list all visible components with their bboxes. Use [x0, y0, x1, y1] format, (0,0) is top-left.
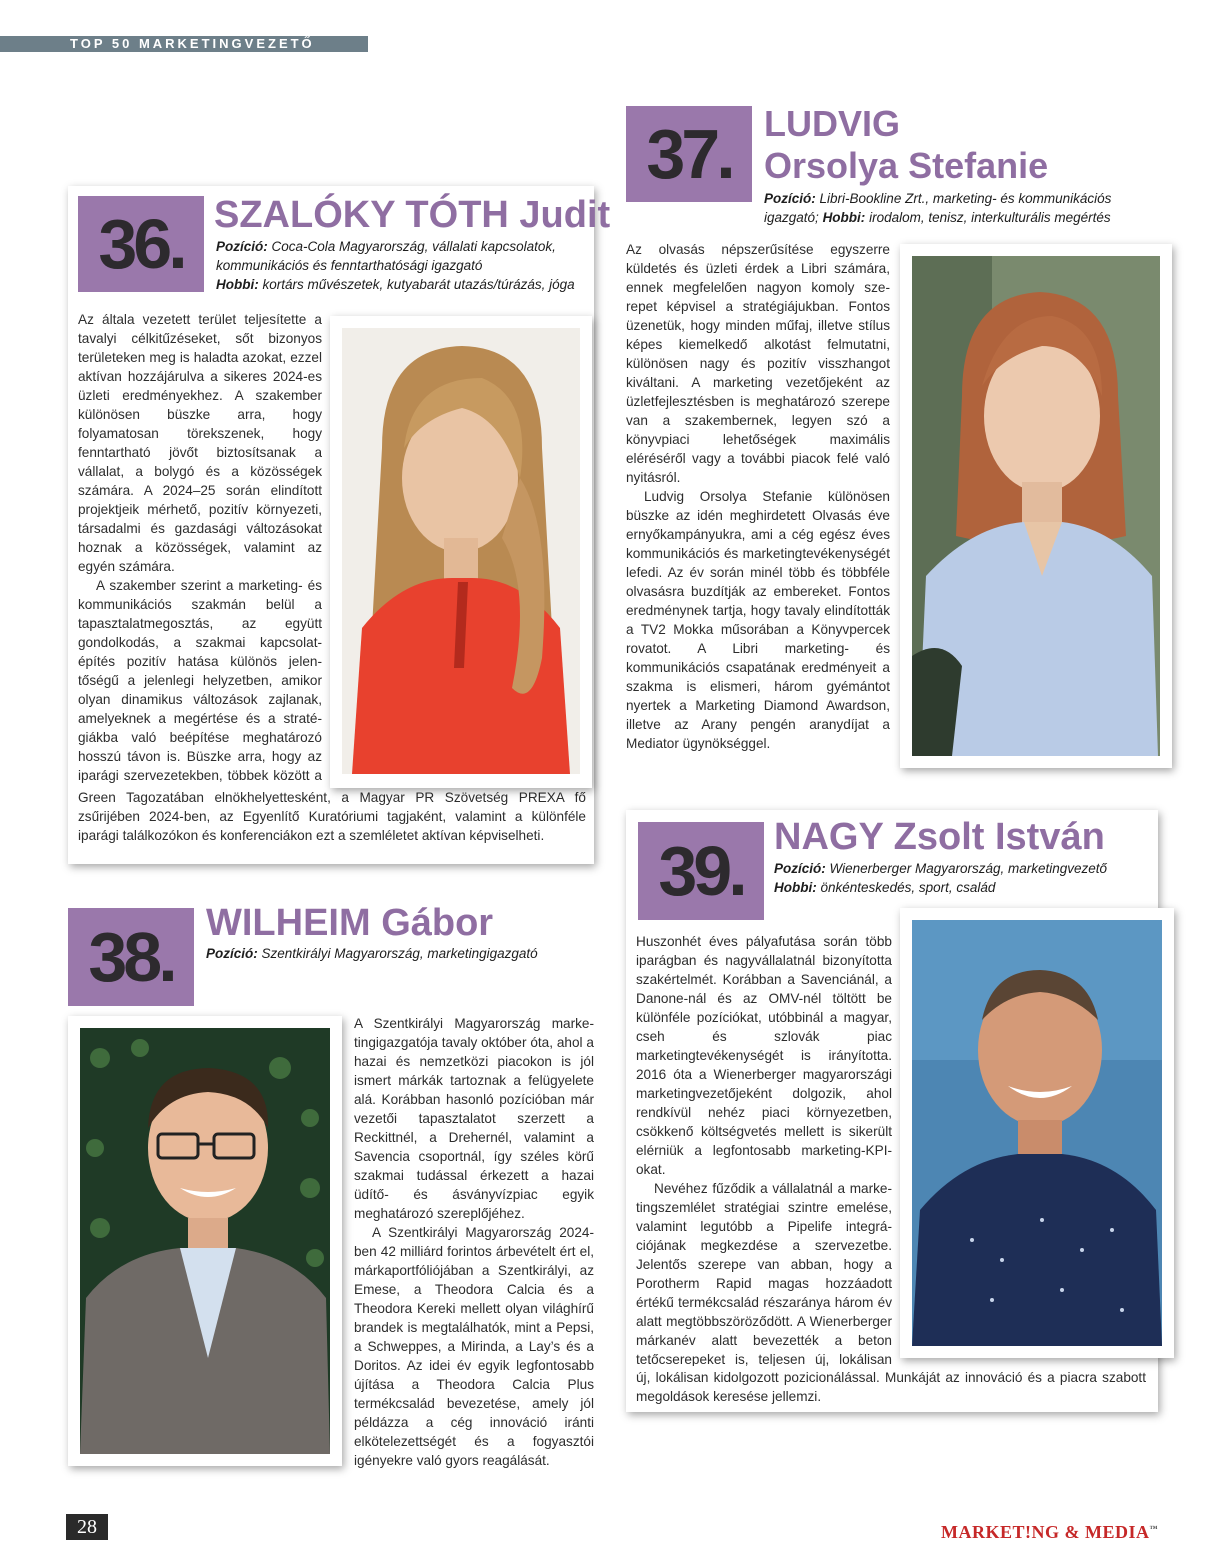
paragraph: A Szentkirályi Magyarország marketingigazgatója tavaly október óta, ahol a hazai és nemzetközi piacokon is jól ismert márkák tartoznak a felügyelete alá. Korábban hasonló pozícióban már vezetői tapasztalatot szerzett a Reckittnél, a Drehernél, valamint a Savencia csoportnál, így széles körű szakmai tudással érkezett a hazai üdítő- és ásványvízpiac egyik meghatározó szereplőjéhez. — [354, 1016, 594, 1221]
rank-number: 38. — [88, 918, 174, 996]
paragraph: Ludvig Orsolya Stefanie különösen büszke az idén meghirdetett Olvasás éve ernyőkampányukra, ami a cég egész éves kommunikációs és marketingtevékenységét lefedi. Az év során minél több és többféle olvasásra buzdítják az embereket. Fontos eredménynek tartja, hogy tavaly elindították a TV2 Mokka műsorában a Könyvpercek rovatot. A Libri marketing- és kommunikációs csapatának eredményeit a szakma is elismeri, három gyémántot nyertek a Marketing Diamond Awardson, illetve az Arany pengén aranydíjat a Mediator ügynökséggel. — [626, 489, 890, 751]
paragraph: A szakember szerint a marketing- és kommunikációs szakmán belül a tapasztalatmegosztás, az együtt gondolkodás, a szakmai kapcsolatépítés pozitív hatása különös jelentőségű a jelenlegi helyzetben, amikor olyan dinamikus változások zajlanak, amelyeknek a megértése és a stratégiákba való beépítése meghatározó hosszú távon is. Büszke arra, hogy az iparági szervezetekben, többek között a — [78, 578, 322, 783]
portrait-woman-blue-shirt — [912, 256, 1160, 756]
hobby-label: Hobbi: — [822, 210, 866, 225]
portrait-man-smiling — [912, 920, 1162, 1346]
page-number: 28 — [66, 1514, 108, 1540]
position-text: Szentkirályi Magyarország, marketingigazgató — [261, 946, 538, 961]
brand-name: MARKET!NG & MEDIA — [941, 1522, 1150, 1542]
hobby-label: Hobbi: — [774, 880, 817, 895]
portrait-man-glasses — [80, 1028, 330, 1454]
article-body-38 — [354, 1014, 594, 1474]
hobby-text: kortárs művészetek, kutyabarát utazás/túrázás, jóga — [262, 277, 575, 292]
portrait-photo-36 — [330, 316, 592, 788]
person-name: WILHEIM Gábor — [206, 902, 494, 944]
position-text-cont: igazgató; — [764, 210, 819, 225]
person-meta-38 — [206, 944, 538, 963]
position-text: Coca-Cola Magyarország, vállalati kapcsolatok, — [271, 239, 556, 254]
portrait-photo-39 — [900, 908, 1174, 1358]
rank-badge-36 — [78, 196, 204, 292]
section-header-band — [0, 36, 368, 52]
person-meta-39 — [774, 859, 1107, 897]
person-name: LUDVIG — [764, 103, 901, 144]
article-body-39-wide — [636, 1368, 1146, 1408]
rank-number: 39. — [658, 832, 744, 910]
paragraph: Nevéhez fűződik a vállalatnál a marketingszemlélet stratégiai szintre emelése, valamint legutóbb a Pipelife integrációjának megkezdése a szervezetbe. Jelentős szerepe van abban, hogy a Porotherm Rapid magas hozzáadott értékű termékcsalád részaránya három év alatt megtöbbszöröződött. A Wienerberger márkanév alatt bevezették a beton tetőcserepeket is, teljesen új, lokálisan — [636, 1181, 892, 1366]
hobby-text: irodalom, tenisz, interkulturális megértés — [869, 210, 1111, 225]
position-label: Pozíció: — [764, 191, 816, 206]
rank-number: 36. — [98, 205, 184, 283]
portrait-photo-38 — [68, 1016, 342, 1466]
position-text: Wienerberger Magyarország, marketingvezető — [829, 861, 1108, 876]
rank-badge-38 — [68, 908, 194, 1006]
person-meta-36 — [216, 237, 575, 294]
brand-logo — [941, 1522, 1158, 1543]
position-label: Pozíció: — [206, 946, 258, 961]
person-meta-37 — [764, 189, 1111, 227]
portrait-photo-37 — [900, 244, 1172, 768]
hobby-text: önkénteskedés, sport, család — [820, 880, 996, 895]
position-text-cont: kommunikációs és fenntarthatósági igazgató — [216, 258, 483, 273]
section-label: TOP 50 MARKETINGVEZETŐ — [70, 36, 315, 51]
rank-number: 37. — [646, 115, 732, 193]
paragraph: Huszonhét éves pályafutása során több iparágban és nagyvállalatnál bizonyította szakértelmét. Korábban a Savenciánál, a Danone-nál és az OMV-nél töltött be különféle pozíciókat, utóbbinál a magyar, cseh és szlovák piac marketingtevékenységét is irányította. 2016 óta a Wienerberger magyarországi marketingvezetőjeként dolgozik, ahol rendkívül nehéz piaci környezetben, csökkenő költségvetés mellett is sikerült elérniük a legfontosabb marketing-KPI-okat. — [636, 934, 892, 1177]
person-name: SZALÓKY TÓTH Judit — [214, 194, 611, 236]
paragraph: A Szentkirályi Magyarország 2024-ben 42 milliárd forintos árbevételt ért el, márkaportfóliójában a Szentkirályi, az Emese, a Theodora Calcia és a Theodora Kereki mellett olyan világhírű brandek is megtalálhatók, mint a Pepsi, a Schweppes, a Mirinda, a Lay’s és a Doritos. Az idei év egyik legfontosabb újítása a Theodora Calcia Plus termékcsalád bevezetése, amely jól példázza a cég innováció iránti elkötelezettségét és a fogyasztói igényekre való gyors reagálását. — [354, 1225, 594, 1468]
paragraph-cont: új, lokálisan kidolgozott pozicionálással. Munkáját az innováció és a piacra szabott megoldások keresése jellemzi. — [636, 1370, 1146, 1404]
person-name-line2: Orsolya Stefanie — [764, 145, 1049, 186]
article-body-39 — [636, 932, 892, 1366]
paragraph: Az olvasás népszerűsítése egyszerre küldetés és üzleti érdek a Libri számára, ennek megfelelően nagyon komoly szerepet képvisel a stratégiájukban. Fontos üzenetük, hogy minden műfaj, illetve stílus képes kiemelkedő alkotást felmutatni, különösen nagy és pozitív visszhangot kiváltani. A marketing vezetőjeként az üzletfejlesztésben is meghatározó szerepe van a szakembernek, legyen szó a könyvpiaci lehetőségek maximális eléréséről vagy a további piacok felé való nyitásról. — [626, 242, 890, 485]
rank-badge-39 — [638, 822, 764, 920]
person-name: NAGY Zsolt István — [774, 816, 1105, 858]
article-body-36-wide — [78, 788, 586, 864]
rank-badge-37 — [626, 106, 752, 202]
position-label: Pozíció: — [774, 861, 826, 876]
portrait-woman-red-jacket — [342, 328, 580, 774]
brand-trademark: ™ — [1149, 1524, 1158, 1533]
article-body-36 — [78, 310, 322, 788]
hobby-label: Hobbi: — [216, 277, 259, 292]
paragraph-cont: Green Tagozatában elnökhelyettesként, a Magyar PR Szövetség PREXA fő zsűrijében 2024-ben, az Egyenlítő Kuratóriumi tagjaként, valamint a különféle iparági találkozókon és konferenciákon ezt a szemléletet aktívan képviselheti. — [78, 790, 586, 843]
position-text: Libri-Bookline Zrt., marketing- és kommunikációs — [819, 191, 1112, 206]
article-body-37 — [626, 240, 890, 772]
paragraph: Az általa vezetett terület teljesítette a tavalyi célkitűzéseket, sőt bizonyos területeken meg is haladta azokat, ezzel aktívan hozzájárulva a sikeres 2024-es üzleti eredményekhez. A szakember különösen büszke arra, hogy folyamatosan törekszenek, hogy fenntartható jövőt biztosítsanak a vállalat, a bolygó és a közösségek számára. A 2024–25 során elindított projektjeik mérhető, pozitív környezeti, társadalmi és gazdasági változásokat hoznak a közösségek, valamint az egyén számára. — [78, 312, 322, 574]
position-label: Pozíció: — [216, 239, 268, 254]
